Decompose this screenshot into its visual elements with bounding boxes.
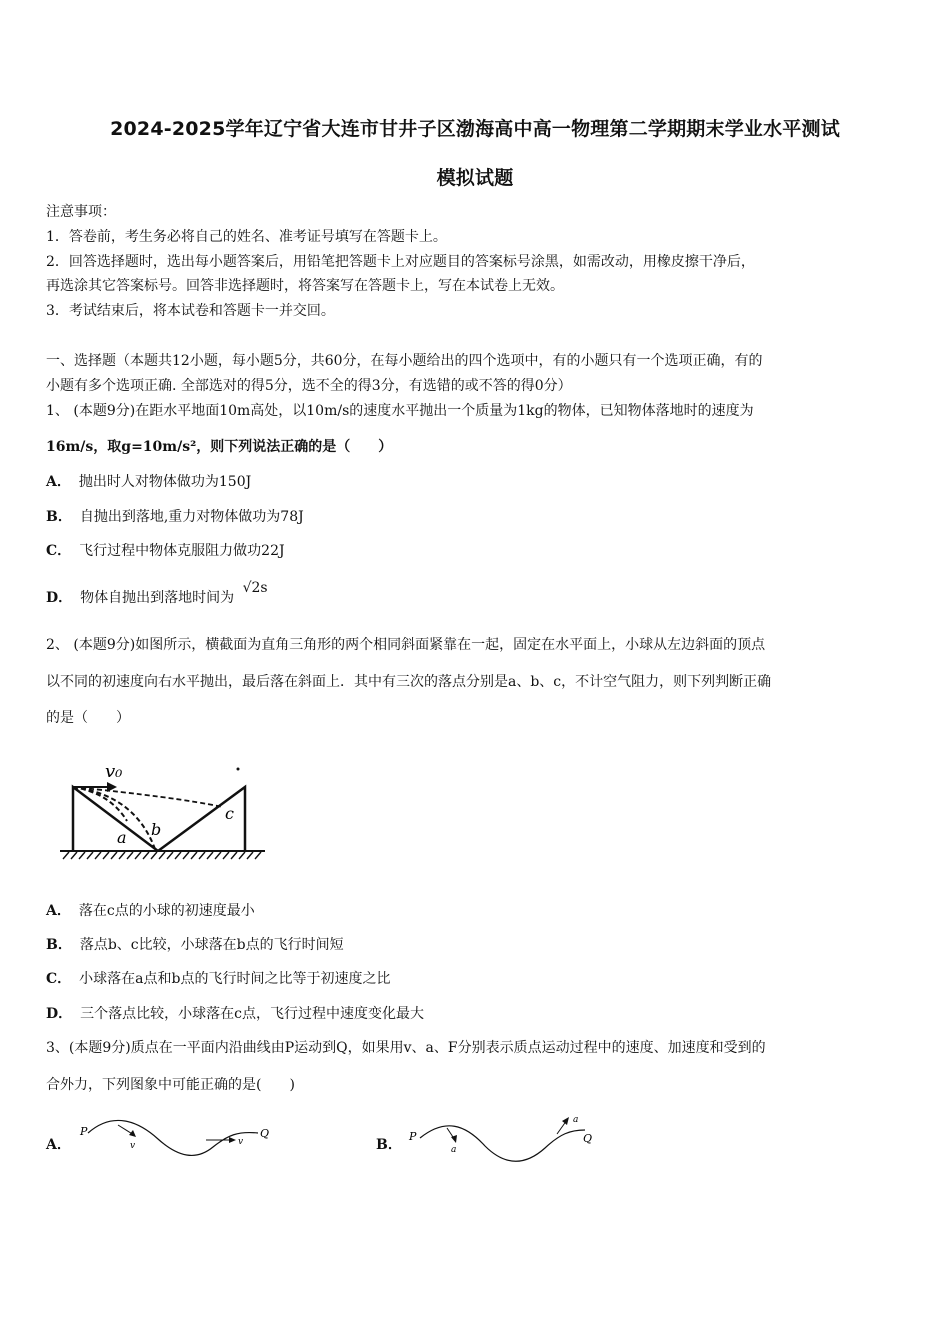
point-c-label: c xyxy=(225,804,234,823)
exam-title-line2: 模拟试题 xyxy=(436,167,514,189)
fig-b-a1-label: a xyxy=(451,1145,457,1155)
q3-option-b-letter: B． xyxy=(376,1137,402,1153)
q2-stem-line2: 以不同的初速度向右水平抛出，最后落在斜面上．其中有三次的落点分别是a、b、c，不计空气阻力，则下列判断正确 xyxy=(46,674,772,690)
q2-option-d-letter: D． xyxy=(46,1006,73,1022)
q1-stem-line1: 1、 (本题9分)在距水平地面10m高处，以10m/s的速度水平抛出一个质量为1kg的物体，已知物体落地时的速度为 xyxy=(46,403,754,419)
q3-option-a-letter: A． xyxy=(46,1137,71,1153)
q2-option-b xyxy=(46,935,344,955)
q1-stem-line2: 16m/s，取g=10m/s²，则下列说法正确的是（ ） xyxy=(46,439,393,455)
section1-instructions-line2: 小题有多个选项正确. 全部选对的得5分，选不全的得3分，有选错的或不答的得0分） xyxy=(46,378,572,394)
notice-item-2-cont: 再选涂其它答案标号。回答非选择题时，将答案写在答题卡上，写在本试卷上无效。 xyxy=(46,278,564,294)
q2-incline-figure xyxy=(55,755,270,865)
q1-option-d-text: 物体自抛出到落地时间为 xyxy=(80,590,235,606)
q1-option-a xyxy=(46,472,251,492)
q3-stem-line1: 3、(本题9分)质点在一平面内沿曲线由P运动到Q，如果用v、a、F分别表示质点运动过程中的速度、加速度和受到的 xyxy=(46,1040,766,1056)
q1-option-d xyxy=(46,580,268,608)
exam-title-line1: 2024-2025学年辽宁省大连市甘井子区渤海高中高一物理第二学期期末学业水平测试 xyxy=(110,118,840,140)
fig-b-a2-label: a xyxy=(573,1115,579,1125)
q2-option-c xyxy=(46,969,390,989)
q3-figure-b xyxy=(405,1108,605,1168)
q1-option-a-text: 抛出时人对物体做功为150J xyxy=(78,474,252,490)
q2-option-d-text: 三个落点比较，小球落在c点，飞行过程中速度变化最大 xyxy=(80,1006,424,1022)
section1-instructions-line1: 一、选择题（本题共12小题，每小题5分，共60分，在每小题给出的四个选项中，有的小题只有一个选项正确，有的 xyxy=(46,353,763,369)
q1-option-c-letter: C． xyxy=(46,543,72,559)
fig-a-v2-label: v xyxy=(238,1137,244,1147)
q1-option-b-letter: B． xyxy=(46,509,72,525)
notice-item-1: 1．答卷前，考生务必将自己的姓名、准考证号填写在答题卡上。 xyxy=(46,229,447,245)
q1-option-b xyxy=(46,507,304,527)
fig-a-p-label: P xyxy=(80,1125,88,1138)
q2-option-c-text: 小球落在a点和b点的飞行时间之比等于初速度之比 xyxy=(79,971,391,987)
notice-heading: 注意事项： xyxy=(46,204,116,220)
fig-a-v2-arrowhead xyxy=(229,1137,236,1143)
q1-option-c-text: 飞行过程中物体克服阻力做功22J xyxy=(79,543,285,559)
point-b-label: b xyxy=(151,820,162,839)
q2-option-c-letter: C． xyxy=(46,971,72,987)
q2-option-a xyxy=(46,901,255,921)
q2-option-b-letter: B． xyxy=(46,937,72,953)
q1-option-b-text: 自抛出到落地,重力对物体做功为78J xyxy=(79,509,304,525)
q1-option-a-letter: A． xyxy=(46,474,71,490)
fig-a-v1-label: v xyxy=(130,1141,136,1151)
fig-a-q-label: Q xyxy=(260,1127,270,1140)
q2-option-b-text: 落点b、c比较，小球落在b点的飞行时间短 xyxy=(79,937,344,953)
curve-b xyxy=(420,1126,585,1161)
q2-option-a-letter: A． xyxy=(46,903,71,919)
dot-mark xyxy=(237,768,240,771)
fig-b-p-label: P xyxy=(409,1130,417,1143)
notice-item-2: 2．回答选择题时，选出每小题答案后，用铅笔把答题卡上对应题目的答案标号涂黑，如需改动，用橡皮擦干净后， xyxy=(46,254,755,270)
v0-label: v₀ xyxy=(105,761,123,782)
fig-b-q-label: Q xyxy=(583,1132,593,1145)
q1-option-d-letter: D． xyxy=(46,590,73,606)
q2-stem-line3: 的是（ ） xyxy=(46,710,130,726)
q3-stem-line2: 合外力，下列图象中可能正确的是( ) xyxy=(46,1077,295,1093)
notice-item-3: 3．考试结束后，将本试卷和答题卡一并交回。 xyxy=(46,303,335,319)
point-a-label: a xyxy=(117,828,127,847)
q2-option-a-text: 落在c点的小球的初速度最小 xyxy=(78,903,255,919)
fig-a-v1-arrowhead xyxy=(129,1130,136,1137)
q3-figure-a xyxy=(78,1115,278,1165)
q1-option-d-value: √2s xyxy=(242,580,268,596)
q1-option-c xyxy=(46,541,285,561)
q2-option-d xyxy=(46,1004,424,1024)
left-incline xyxy=(73,787,158,851)
fig-b-a2-arrowhead xyxy=(562,1117,569,1125)
curve-a xyxy=(88,1120,258,1155)
q2-stem-line1: 2、 (本题9分)如图所示，横截面为直角三角形的两个相同斜面紧靠在一起，固定在水平面上，小球从左边斜面的顶点 xyxy=(46,637,766,653)
ground-hatching xyxy=(63,852,261,859)
